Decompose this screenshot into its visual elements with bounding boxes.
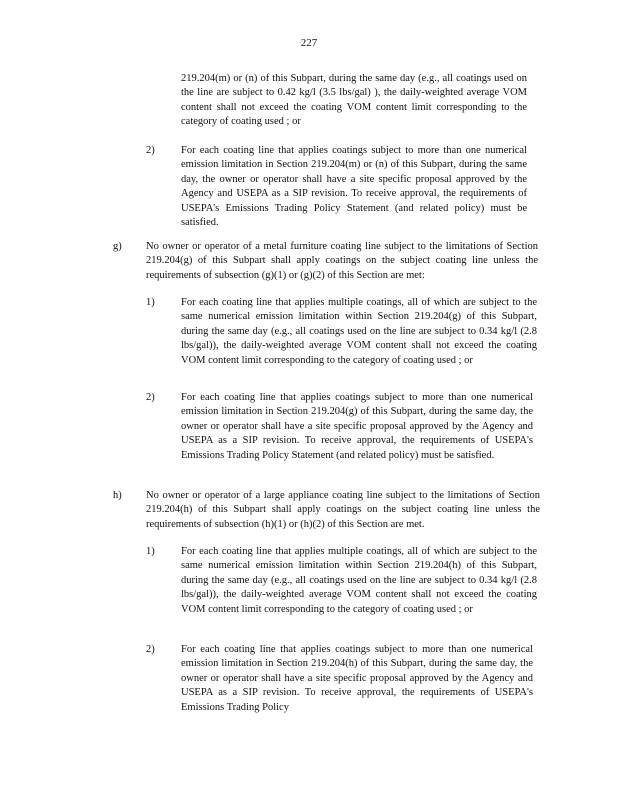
item-g2-paragraph: For each coating line that applies coatings subject to more than one numerical emission limitation in Section 219.204(g) of this Subpart, during the same day, the owner or operator shall have a site specific proposal approved by the Agency and USEPA as a SIP revision. To receive approval, the requirements of USEPA's Emissions Trading Policy Statement (and related policy) must be satisfied. bbox=[181, 392, 533, 461]
item-h2-label: 2) bbox=[146, 644, 155, 655]
item-h1-label: 1) bbox=[146, 546, 155, 557]
item-h1-paragraph: For each coating line that applies multiple coatings, all of which are subject to the same numerical emission limitation within Section 219.204(h) of this Subpart, during the same day (e.g., all coatings used on the line are subject to 0.34 kg/l (2.8 lbs/gal)), the daily-weighted average VOM content shall not exceed the coating VOM content limit corresponding to the category of coating used ; or bbox=[181, 546, 537, 615]
item-g2-label: 2) bbox=[146, 392, 155, 403]
item-2-paragraph: For each coating line that applies coatings subject to more than one numerical emission limitation in Section 219.204(m) or (n) of this Subpart, during the same day, the owner or operator shall have a site specific proposal approved by the Agency and USEPA as a SIP revision. To receive approval, the requirements of USEPA's Emissions Trading Policy Statement (and related policy) must be satisfied. bbox=[181, 145, 527, 229]
item-h2-paragraph: For each coating line that applies coatings subject to more than one numerical emission limitation in Section 219.204(h) of this Subpart, during the same day, the owner or operator shall have a site specific proposal approved by the Agency and USEPA as a SIP revision. To receive approval, the requirements of USEPA's Emissions Trading Policy bbox=[181, 644, 533, 713]
section-g-label: g) bbox=[113, 241, 122, 252]
section-h-label: h) bbox=[113, 490, 122, 501]
item-g1-label: 1) bbox=[146, 297, 155, 308]
page-number: 227 bbox=[300, 37, 318, 49]
section-h-paragraph: No owner or operator of a large appliance coating line subject to the limitations of Section 219.204(h) of this Subpart shall apply coatings on the subject coating line unless the requirements of subsection (h)(1) or (h)(2) of this Section are met. bbox=[146, 490, 540, 530]
item-g1-paragraph: For each coating line that applies multiple coatings, all of which are subject to the same numerical emission limitation within Section 219.204(g) of this Subpart, during the same day (e.g., all coatings used on the line are subject to 0.34 kg/l (2.8 lbs/gal)), the daily-weighted average VOM content shall not exceed the coating VOM content limit corresponding to the category of coating used ; or bbox=[181, 297, 537, 366]
section-g-paragraph: No owner or operator of a metal furniture coating line subject to the limitations of Section 219.204(g) of this Subpart shall apply coatings on the subject coating line unless the requirements of subsection (g)(1) or (g)(2) of this Section are met: bbox=[146, 241, 538, 281]
continuation-paragraph: 219.204(m) or (n) of this Subpart, during the same day (e.g., all coatings used on the line are subject to 0.42 kg/l (3.5 lbs/gal) ), the daily-weighted average VOM content shall not exceed the coating VOM content limit corresponding to the category of coating used ; or bbox=[181, 73, 527, 128]
item-2-label: 2) bbox=[146, 145, 155, 156]
